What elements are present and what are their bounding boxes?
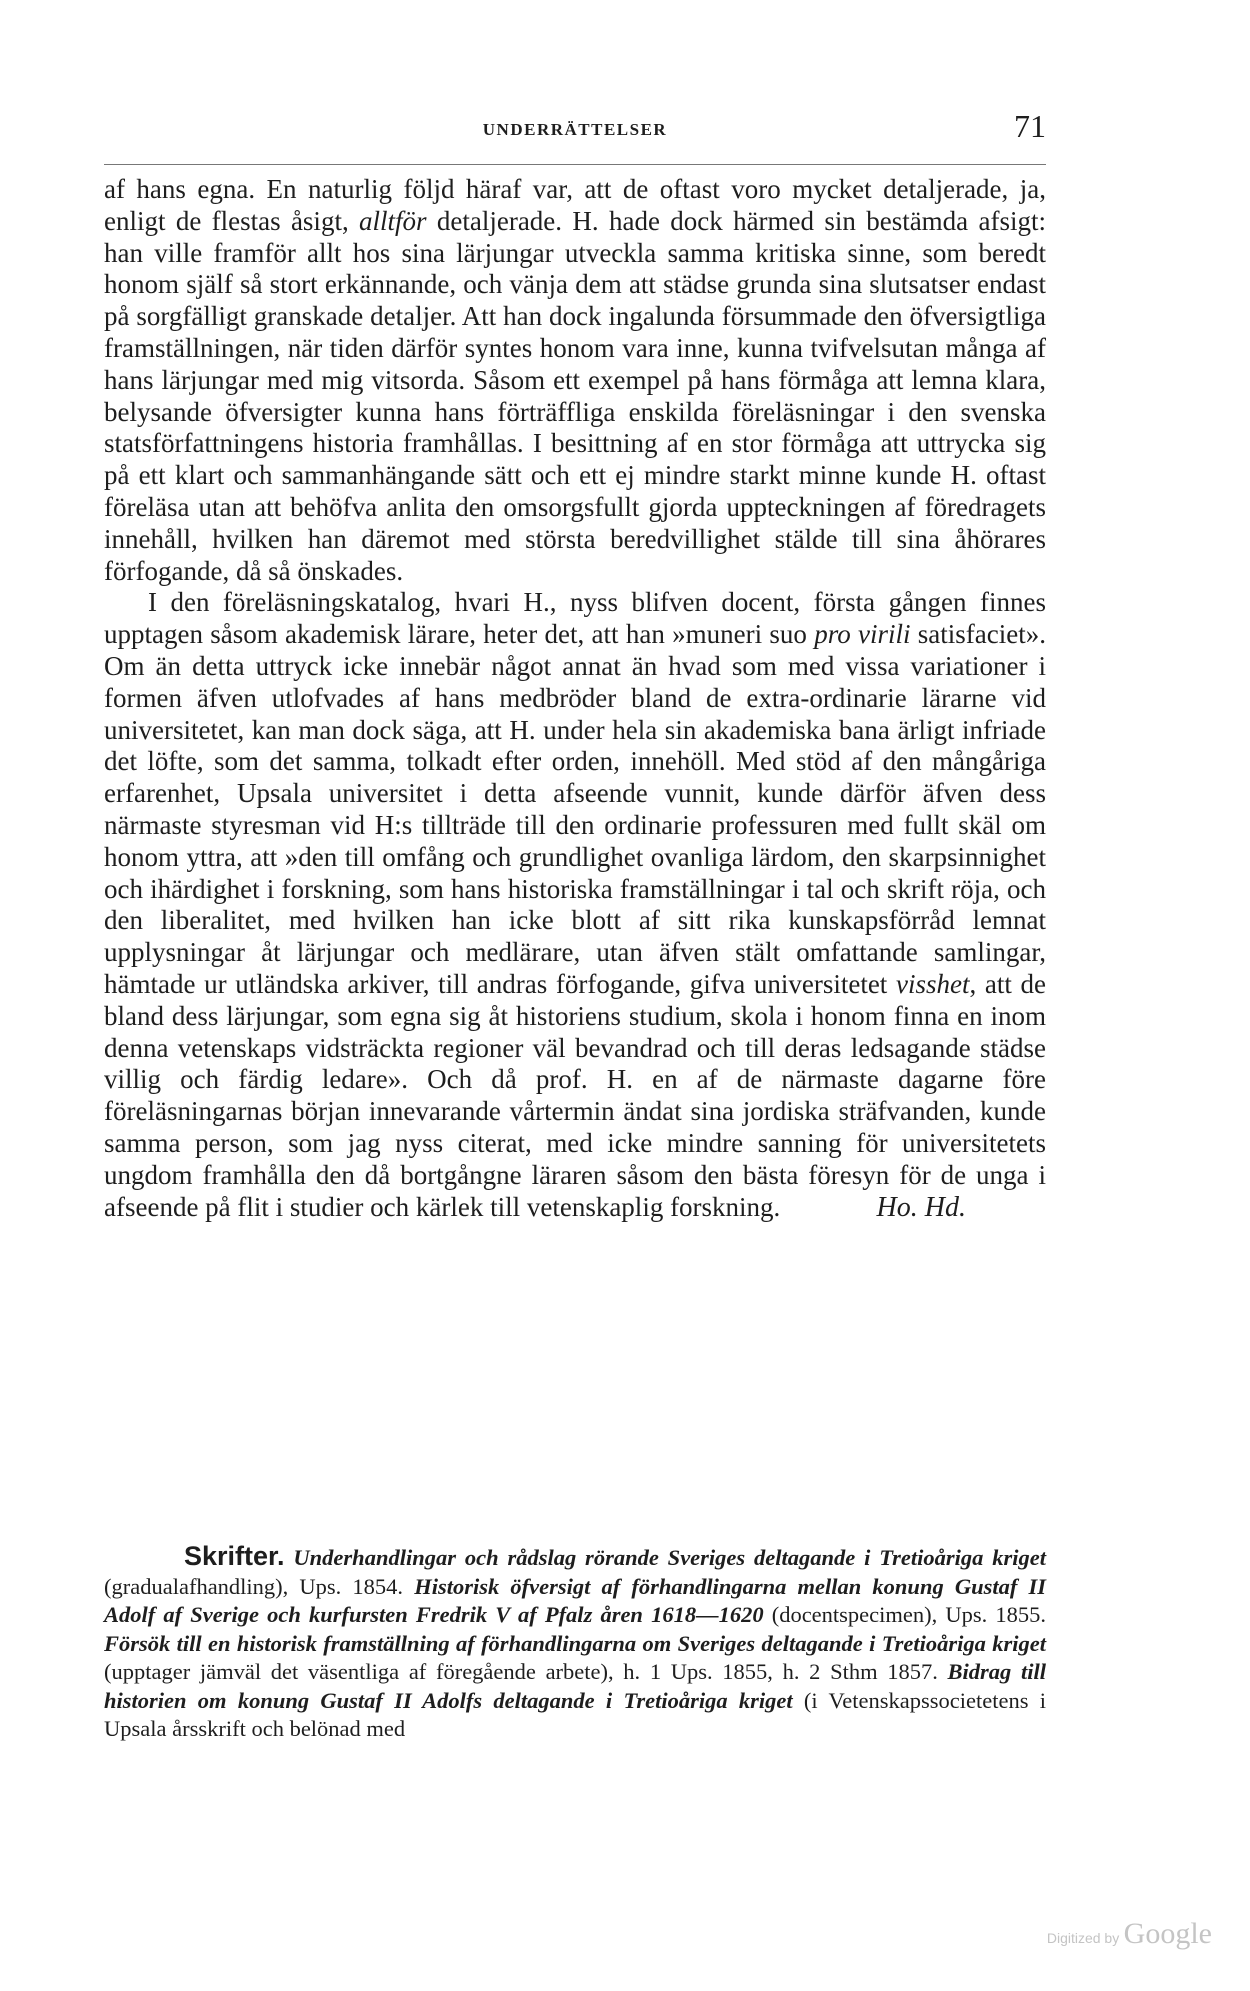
page-number: 71 bbox=[1014, 108, 1046, 144]
work-title-2: Historisk öfversigt af förhandlingarna mellan konung Gustaf II Adolf af Sverige och kurfursten Fredrik V af Pfalz åren 1618—1620 bbox=[104, 1573, 1046, 1627]
page-header bbox=[104, 108, 1046, 154]
work-info-1: (gradualafhandling), Ups. 1854. bbox=[104, 1573, 415, 1599]
work-info-4: (i Vetenskapssocietetens i Upsala årsskrift och belönad med bbox=[104, 1687, 1046, 1741]
work-title-3: Försök till en historisk framställning af förhandlingarna om Sveriges deltagande i Tretioåriga kriget bbox=[104, 1630, 1046, 1656]
paragraph-2-italic-pro-virili: pro virili bbox=[814, 619, 911, 650]
author-signature: Ho. Hd. bbox=[876, 1191, 966, 1223]
paragraph-1 bbox=[104, 174, 1046, 587]
paragraph-2-italic-visshet: visshet bbox=[895, 968, 970, 999]
watermark-digitized-text: Digitized by bbox=[1046, 1930, 1120, 1946]
bibliography bbox=[104, 1542, 1046, 1744]
work-title-1: Underhandlingar och rådslag rörande Sveriges deltagande i Tretioåriga kriget bbox=[293, 1545, 1046, 1570]
running-head: UNDERRÄTTELSER bbox=[482, 120, 668, 139]
paragraph-1-text-a: af hans egna. En naturlig följd häraf var, att de oftast voro mycket detaljerade, ja, enligt de flestas åsigt, bbox=[104, 174, 1046, 236]
google-logo: Google bbox=[1123, 1917, 1212, 1950]
bibliography-heading: Skrifter. bbox=[184, 1541, 285, 1571]
paragraph-2 bbox=[104, 587, 1046, 1223]
header-rule bbox=[104, 164, 1046, 165]
work-info-2: (docentspecimen), Ups. 1855. bbox=[763, 1602, 1046, 1627]
paragraph-1-italic: alltför bbox=[359, 205, 427, 236]
paragraph-2-text-c: satisfaciet». Om än detta uttryck icke innebär något annat än hvad som med vissa variationer i formen äfven utlofvades af hans medbröder bland de extra-ordinarie lärarne vid universitetet, kan man dock säga, att H. under hela sin akademiska bana ärligt infriade det löfte, som det samma, tolkadt efter orden, innehöll. Med stöd af den mångåriga erfarenhet, Upsala universitet i detta afseende vunnit, kunde därför äfven dess närmaste styresman vid H:s tillträde till den ordinarie professuren med fullt skäl om honom yttra, att »den till omfång och grundlighet ovanliga lärdom, den skarpsinnighet och ihärdighet i forskning, som hans historiska framställningar i tal och skrift röja, och den liberalitet, med hvilken han icke blott af sitt rika kunskapsförråd lemnat upplysningar åt lärjungar och medlärare, utan äfven stält omfattande samlingar, hämtade ur utländska arkiver, till andras förfogande, gifva universitetet bbox=[104, 619, 1046, 999]
digitization-watermark bbox=[1047, 1917, 1212, 1951]
paragraph-2-text-e: , att de bland dess lärjungar, som egna sig åt historiens studium, skola i honom finna en inom denna vetenskaps vidsträckta regioner väl bevandrad och till deras ledsagande städse villig och färdig ledare». Och då prof. H. en af de närmaste dagarne före föreläsningarnas början innevarande vårtermin ändat sina jordiska sträfvanden, kunde samma person, som jag nyss citerat, med icke mindre sanning för universitetets ungdom framhålla den då bortgångne läraren såsom den bästa föresyn för de unga i afseende på flit i studier och kärlek till vetenskaplig forskning. bbox=[104, 968, 1046, 1222]
paragraph-1-text-c: detaljerade. H. hade dock härmed sin bestämda afsigt: han ville framför allt hos sina lärjungar utveckla samma kritiska sinne, som beredt honom själf så stort erkännande, och vänja dem att städse grunda sina slutsatser endast på sorgfälligt granskade detaljer. Att han dock ingalunda försummade den öfversigtliga framställningen, när tiden därför syntes honom vara inne, kunna tvifvelsutan många af hans lärjungar med mig vitsorda. Såsom ett exempel på hans förmåga att lemna klara, belysande öfversigter kunna hans förträffliga enskilda föreläsningar i den svenska statsförfattningens historia framhållas. I besittning af en stor förmåga att uttrycka sig på ett klart och sammanhängande sätt och ett ej mindre starkt minne kunde H. oftast föreläsa utan att behöfva anlita den omsorgsfullt gjorda uppteckningen af föredragets innehåll, hvilken han däremot med största beredvillighet stälde till sina åhörares förfogande, då så önskades. bbox=[104, 205, 1046, 586]
work-title-4: Bidrag till historien om konung Gustaf II Adolfs deltagande i Tretioåriga kriget bbox=[104, 1659, 1046, 1713]
body-text bbox=[104, 174, 1046, 1223]
work-info-3: (upptager jämväl det väsentliga af föregående arbete), h. 1 Ups. 1855, h. 2 Sthm 1857. bbox=[104, 1659, 948, 1684]
paragraph-2-text-a: I den föreläsningskatalog, hvari H., nyss blifven docent, första gången finnes upptagen såsom akademisk lärare, heter det, att han »muneri suo bbox=[104, 587, 1046, 650]
